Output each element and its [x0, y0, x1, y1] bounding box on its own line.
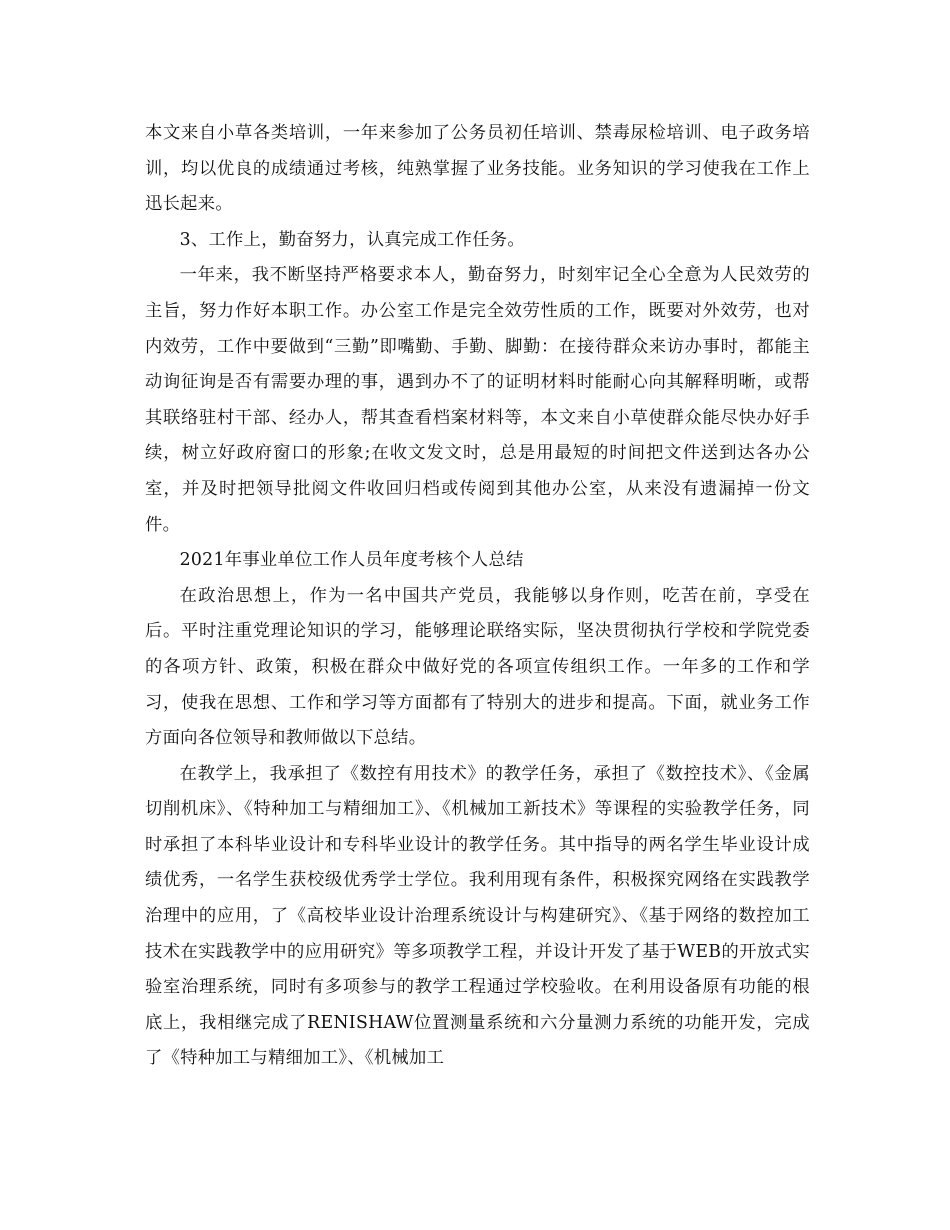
- paragraph-title-annual-summary: 2021年事业单位工作人员年度考核个人总结: [179, 550, 524, 571]
- paragraph-teaching: 在教学上，我承担了《数控有用技术》的教学任务，承担了《数控技术》、《金属切削机床》、《特种加工与精细加工》、《机械加工新技术》等课程的实验教学任务，同时承担了本科毕业设计和专科毕业设计的教学任务。其中指导的两名学生毕业设计成绩优秀，一名学生获校级优秀学士学位。我利用现有条件，积极探究网络在实践教学治理中的应用，了《高校毕业设计治理系统设计与构建研究》、《基于网络的数控加工技术在实践教学中的应用研究》等多项教学工程，并设计开发了基于WEB的开放式实验室治理系统，同时有多项参与的教学工程通过学校验收。在利用设备原有功能的根底上，我相继完成了RENISHAW位置测量系统和六分量测力系统的功能开发，完成了《特种加工与精细加工》、《机械加工: [145, 763, 810, 1069]
- paragraph-training: 本文来自小草各类培训，一年来参加了公务员初任培训、禁毒尿检培训、电子政务培训，均以优良的成绩通过考核，纯熟掌握了业务技能。业务知识的学习使我在工作上迅长起来。: [145, 123, 810, 215]
- paragraph-office-work: 一年来，我不断坚持严格要求本人，勤奋努力，时刻牢记全心全意为人民效劳的主旨，努力作好本职工作。办公室工作是完全效劳性质的工作，既要对外效劳，也对内效劳，工作中要做到“三勤”即嘴勤、手勤、脚勤：在接待群众来访办事时，都能主动询征询是否有需要办理的事，遇到办不了的证明材料时能耐心向其解释明晰，或帮其联络驻村干部、经办人，帮其查看档案材料等，本文来自小草使群众能尽快办好手续，树立好政府窗口的形象;在收文发文时，总是用最短的时间把文件送到达各办公室，并及时把领导批阅文件收回归档或传阅到其他办公室，从来没有遗漏掉一份文件。: [145, 265, 810, 535]
- document-body: [145, 116, 810, 1077]
- paragraph-political-thought: 在政治思想上，作为一名中国共产党员，我能够以身作则，吃苦在前，享受在后。平时注重党理论知识的学习，能够理论联络实际，坚决贯彻执行学校和学院党委的各项方针、政策，积极在群众中做好党的各项宣传组织工作。一年多的工作和学习，使我在思想、工作和学习等方面都有了特别大的进步和提高。下面，就业务工作方面向各位领导和教师做以下总结。: [145, 585, 810, 749]
- paragraph-heading-work: 3、工作上，勤奋努力，认真完成工作任务。: [179, 229, 525, 250]
